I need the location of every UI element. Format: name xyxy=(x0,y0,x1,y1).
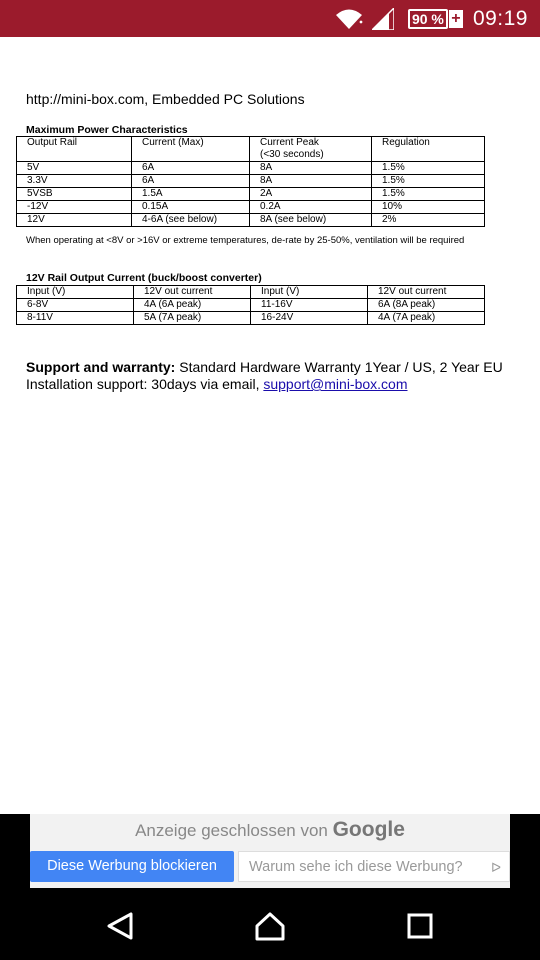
table-row xyxy=(17,201,485,214)
battery-charging-icon: + xyxy=(449,10,463,28)
cell: 5VSB xyxy=(17,188,132,201)
cell: 2A xyxy=(250,188,372,201)
header-cell xyxy=(250,137,372,162)
table-row xyxy=(17,188,485,201)
cell: 6A (8A peak) xyxy=(368,299,485,312)
cell: 0.2A xyxy=(250,201,372,214)
table-row xyxy=(17,175,485,188)
cell: 5A (7A peak) xyxy=(134,312,251,325)
header-cell: Current (Max) xyxy=(132,137,250,162)
header-cell-text: Current Peak xyxy=(260,137,319,148)
table-row xyxy=(17,312,485,325)
ad-closed-message xyxy=(30,818,510,842)
install-text: Installation support: 30days via email, xyxy=(26,376,264,392)
power-characteristics-title: Maximum Power Characteristics xyxy=(26,124,188,136)
why-this-ad-label: Warum sehe ich diese Werbung? xyxy=(249,859,463,875)
warranty-text: Standard Hardware Warranty 1Year / US, 2 Year EU xyxy=(175,359,503,375)
support-email-link[interactable]: support@mini-box.com xyxy=(263,376,408,392)
table-header-row xyxy=(17,137,485,162)
derating-note: When operating at <8V or >16V or extreme temperatures, de-rate by 25-50%, ventilation will be required xyxy=(26,235,465,246)
back-icon xyxy=(106,911,134,941)
cell: 8-11V xyxy=(17,312,134,325)
cell: 1.5% xyxy=(372,175,485,188)
support-section xyxy=(26,359,503,393)
header-cell-sub: (<30 seconds) xyxy=(260,149,324,160)
cell: 1.5% xyxy=(372,188,485,201)
cell: 10% xyxy=(372,201,485,214)
recents-icon xyxy=(407,913,433,939)
table-row xyxy=(17,162,485,175)
google-logo: Google xyxy=(332,818,405,841)
rail-output-title: 12V Rail Output Current (buck/boost converter) xyxy=(26,272,262,284)
home-button[interactable] xyxy=(250,906,290,946)
why-this-ad-button[interactable] xyxy=(238,851,510,882)
home-icon xyxy=(254,911,286,941)
cell: 8A xyxy=(250,175,372,188)
navigation-bar xyxy=(0,888,540,960)
cell: 11-16V xyxy=(251,299,368,312)
table-header-row xyxy=(17,286,485,299)
header-cell: Output Rail xyxy=(17,137,132,162)
ad-closed-panel xyxy=(30,814,510,888)
cell: 6A xyxy=(132,175,250,188)
site-line: http://mini-box.com, Embedded PC Solutions xyxy=(26,91,305,107)
signal-icon xyxy=(372,8,394,30)
table-row xyxy=(17,214,485,227)
ad-area xyxy=(0,814,540,888)
battery-icon xyxy=(408,9,463,29)
cell: 2% xyxy=(372,214,485,227)
header-cell: Input (V) xyxy=(251,286,368,299)
support-label: Support and warranty: xyxy=(26,359,176,375)
cell: 8A xyxy=(250,162,372,175)
cell: -12V xyxy=(17,201,132,214)
status-bar xyxy=(0,0,540,37)
cell: 5V xyxy=(17,162,132,175)
cell: 6A xyxy=(132,162,250,175)
cell: 12V xyxy=(17,214,132,227)
install-line xyxy=(26,376,503,393)
battery-percent: 90 % xyxy=(408,9,448,29)
cell: 0.15A xyxy=(132,201,250,214)
cell: 1.5A xyxy=(132,188,250,201)
header-cell: Input (V) xyxy=(17,286,134,299)
warranty-line xyxy=(26,359,503,376)
adchoices-icon: ᐅ xyxy=(491,860,501,875)
header-cell: 12V out current xyxy=(368,286,485,299)
cell: 8A (see below) xyxy=(250,214,372,227)
table-row xyxy=(17,299,485,312)
ad-closed-text: Anzeige geschlossen von xyxy=(135,821,333,840)
rail-output-table xyxy=(16,285,485,325)
cell: 3.3V xyxy=(17,175,132,188)
cell: 4A (6A peak) xyxy=(134,299,251,312)
clock: 09:19 xyxy=(472,6,528,30)
wifi-icon xyxy=(334,7,364,31)
cell: 1.5% xyxy=(372,162,485,175)
cell: 16-24V xyxy=(251,312,368,325)
header-cell: 12V out current xyxy=(134,286,251,299)
block-ad-button[interactable]: Diese Werbung blockieren xyxy=(30,851,234,882)
back-button[interactable] xyxy=(100,906,140,946)
recents-button[interactable] xyxy=(400,906,440,946)
document-view[interactable] xyxy=(0,37,540,814)
cell: 4-6A (see below) xyxy=(132,214,250,227)
power-characteristics-table xyxy=(16,136,485,227)
header-cell: Regulation xyxy=(372,137,485,162)
cell: 4A (7A peak) xyxy=(368,312,485,325)
cell: 6-8V xyxy=(17,299,134,312)
